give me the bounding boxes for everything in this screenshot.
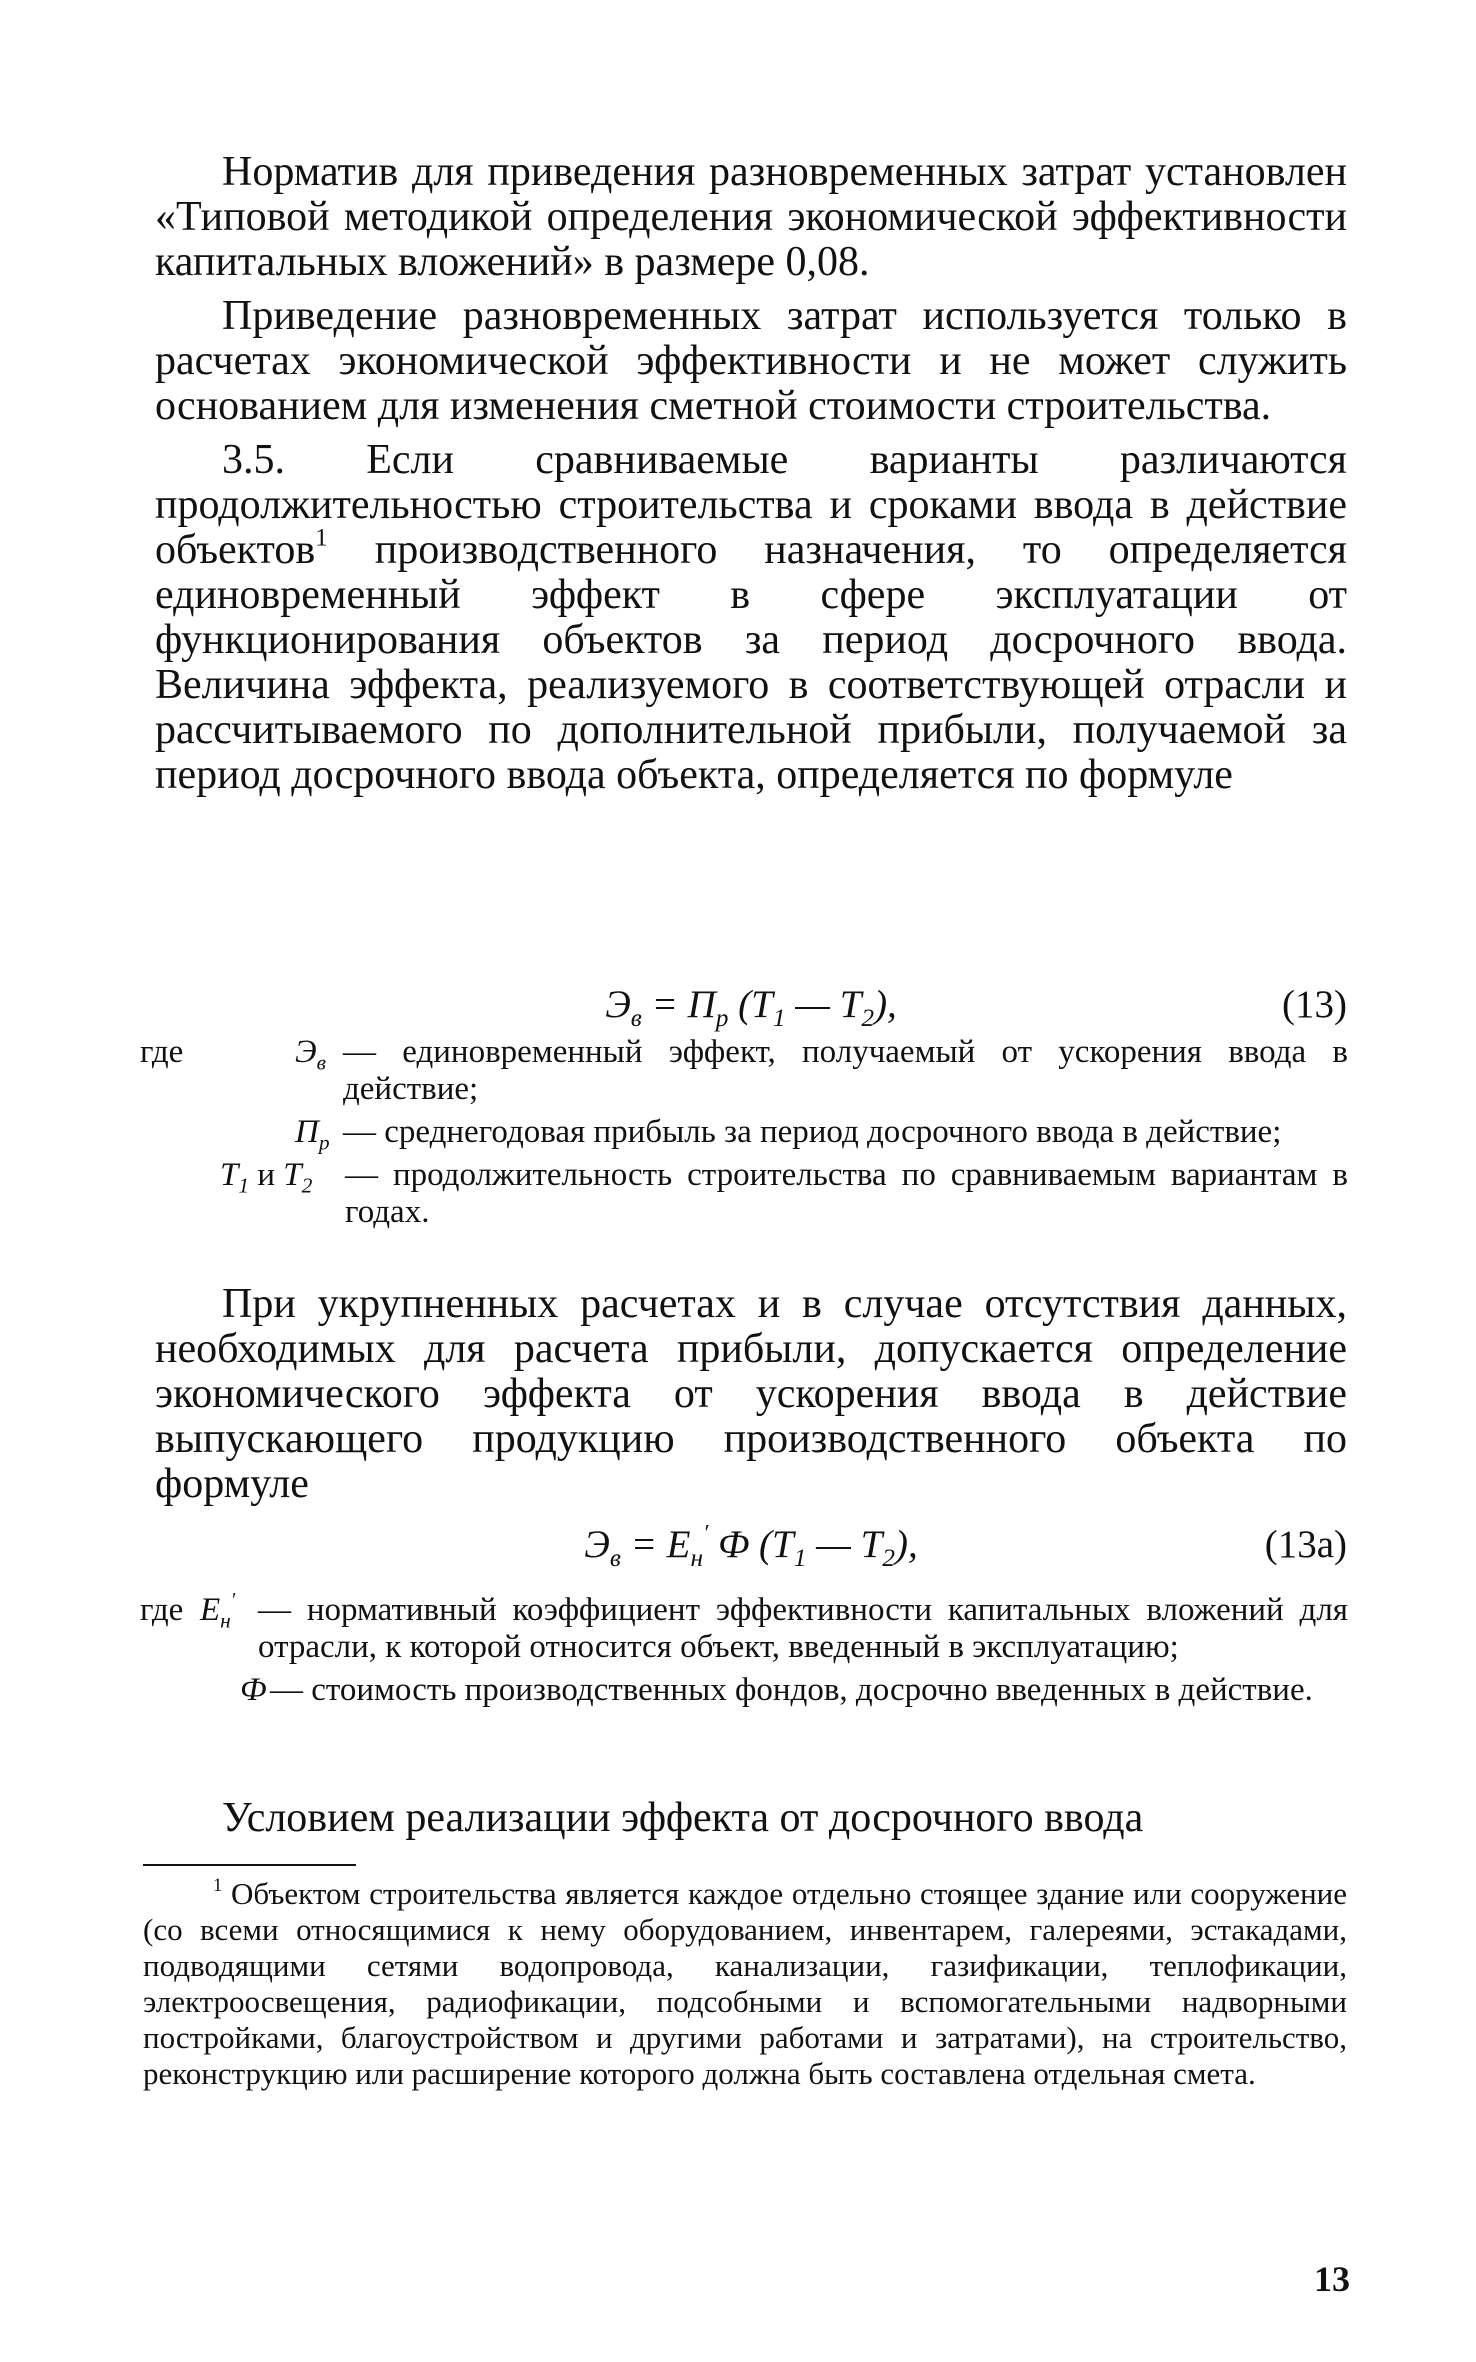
paragraph-norm: Норматив для приведения разновременных затрат установлен «Типовой методикой определения экономической эффективности капитальных вложений» в размере 0,08. [155,149,1347,285]
body-text-end [155,1796,1347,1850]
formula-13-number: (13) [1282,983,1347,1026]
body-text-top [155,150,1347,807]
definition-item: $T_1$ и $T_2$ — продолжительность строительства по сравниваемым вариантам в годах. [220,1157,1348,1230]
definition-item: Ф — стоимость производственных фондов, досрочно введенных в действие. [140,1672,1348,1709]
page-number: 13 [1314,2259,1350,2299]
paragraph-condition: Условием реализации эффекта от досрочного ввода [222,1795,1144,1841]
footnote-marker: 1 [213,1874,223,1896]
where-label: где [140,1592,184,1628]
definition-text: — нормативный коэффициент эффективности капитальных вложений для отрасли, к которой относится объект, введенный в эксплуатацию; [258,1592,1348,1665]
formula-13a [155,1520,1347,1572]
footnote-separator [143,1864,356,1866]
definition-text: — среднегодовая прибыль за период досрочного ввода в действие; [343,1114,1282,1150]
formula-13-expression: $Э_в = П_р$ ($T_1$ — $T_2$), [605,983,897,1032]
paragraph-reduction: Приведение разновременных затрат используется только в расчетах экономической эффективности и не может служить основанием для изменения сметной стоимости строительства. [155,293,1347,429]
paragraph-3-5-part2: производственного назначения, то определяется единовременный эффект в сфере эксплуатации от функционирования объектов за период досрочного ввода. Величина эффекта, реализуемого в соответствующей отрасли и рассчитываемого по дополнительной прибыли, получаемой за период досрочного ввода объекта, определяется по формуле [155,527,1347,798]
definition-item: где $Э_в$ — единовременный эффект, получаемый от ускорения ввода в действие; [140,1034,1348,1107]
formula-13a-number: (13а) [1264,1523,1347,1566]
footnote [143,1876,1347,2092]
definition-item: $П_р$ — среднегодовая прибыль за период досрочного ввода в действие; [140,1114,1348,1151]
formula-13 [155,982,1347,1032]
paragraph-3-5-part1: 3.5. Если сравниваемые варианты различаются продолжительностью строительства и сроками ввода в действие объектов [155,437,1347,573]
definition-text: — единовременный эффект, получаемый от ускорения ввода в действие; [343,1034,1348,1107]
definition-item: где $E_н'$ — нормативный коэффициент эффективности капитальных вложений для отрасли, к которой относится объект, введенный в эксплуатацию; [140,1589,1348,1665]
footnote-text: Объектом строительства является каждое отдельно стоящее здание или сооружение (со всеми относящимися к нему оборудованием, инвентарем, галереями, эстакадами, подводящими сетями водопровода, канализации, газификации, теплофикации, электроосвещения, радиофикации, подсобными и вспомогательными надворными постройками, благоустройством и другими работами и затратами), на строительство, реконструкцию или расширение которого должна быть составлена отдельная смета. [143,1876,1348,2091]
paragraph-3-5 [155,438,1347,798]
formula-13a-expression: $Э_в = E_н'$ Ф ($T_1$ — $T_2$), [584,1520,918,1572]
where-block-13a [140,1589,1348,1709]
body-text-mid [155,1282,1347,1516]
definition-text: — стоимость производственных фондов, досрочно введенных в действие. [270,1672,1313,1708]
where-label: где [140,1034,184,1070]
definition-text: — продолжительность строительства по сравниваемым вариантам в годах. [345,1157,1348,1230]
footnote-ref: 1 [315,524,328,552]
paragraph-simplified: При укрупненных расчетах и в случае отсутствия данных, необходимых для расчета прибыли, допускается определение экономического эффекта от ускорения ввода в действие выпускающего продукцию производственного объекта по формуле [155,1281,1347,1507]
where-block-13 [140,1034,1348,1231]
